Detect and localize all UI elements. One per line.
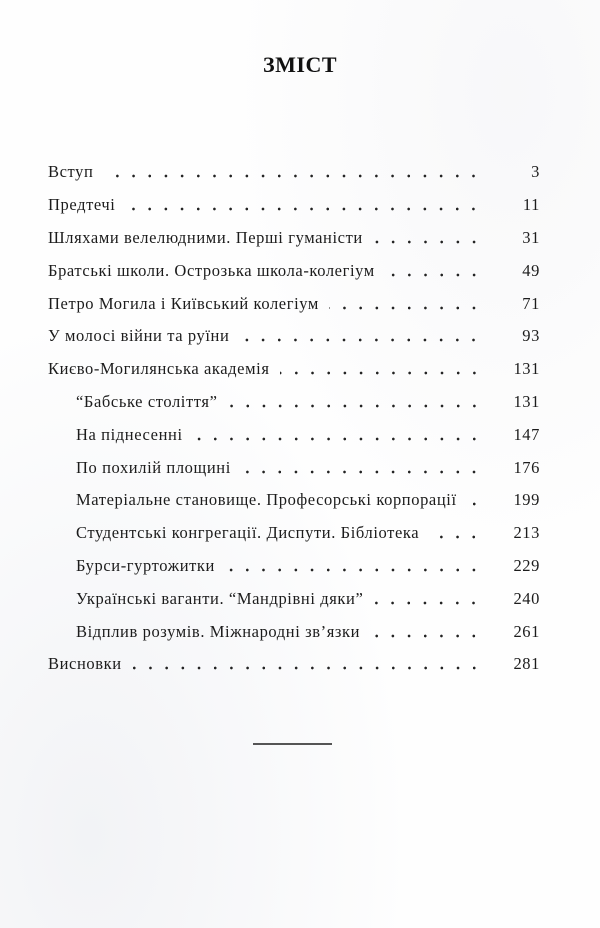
dot-leader <box>429 535 482 539</box>
toc-entry-page-number: 31 <box>522 227 540 247</box>
toc-subentry-brain-drain[interactable] <box>0 615 600 648</box>
toc-entry-war-and-ruin[interactable] <box>0 320 600 353</box>
dot-leader <box>467 502 482 506</box>
toc-subentry-on-the-rise[interactable] <box>0 418 600 451</box>
toc-entry-page-number: 261 <box>513 621 540 641</box>
toc-subentry-downward-slope[interactable] <box>0 451 600 484</box>
toc-entry-label: Предтечі <box>48 195 116 215</box>
toc-entry-label: Бурси-гуртожитки <box>76 555 215 575</box>
toc-entry-conclusions[interactable] <box>0 648 600 681</box>
toc-entry-label: Братські школи. Острозька школа-колегіум <box>48 260 375 280</box>
toc-entry-label: Відплив розумів. Міжнародні зв’язки <box>76 621 361 641</box>
toc-entry-first-humanists[interactable] <box>0 222 600 255</box>
toc-subentry-student-congregations[interactable] <box>0 517 600 550</box>
toc-entry-page-number: 93 <box>522 326 540 346</box>
toc-subentry-ukrainian-vagants[interactable] <box>0 582 600 615</box>
toc-entry-label: У молосі війни та руїни <box>48 326 230 346</box>
dot-leader <box>132 666 482 670</box>
dot-leader <box>280 371 482 375</box>
toc-entry-page-number: 213 <box>513 523 540 543</box>
toc-entry-kyiv-mohyla-academy[interactable] <box>0 353 600 386</box>
toc-entry-page-number: 131 <box>513 391 540 411</box>
table-of-contents <box>0 156 600 681</box>
toc-entry-page-number: 199 <box>513 490 540 510</box>
toc-entry-page-number: 49 <box>522 260 540 280</box>
toc-entry-label: Українські ваганти. “Мандрівні дяки” <box>76 588 364 608</box>
dot-leader <box>125 207 482 211</box>
dot-leader <box>373 240 482 244</box>
closing-rule <box>253 743 332 745</box>
toc-entry-label: Вступ <box>48 162 94 182</box>
toc-entry-introduction[interactable] <box>0 156 600 189</box>
toc-subentry-bursa-dormitories[interactable] <box>0 550 600 583</box>
toc-entry-label: Висновки <box>48 654 122 674</box>
toc-entry-label: Матеріальне становище. Професорські корпорації <box>76 490 457 510</box>
toc-entry-page-number: 147 <box>513 424 540 444</box>
toc-entry-predecessors[interactable] <box>0 189 600 222</box>
dot-leader <box>239 338 482 342</box>
toc-entry-page-number: 176 <box>513 457 540 477</box>
toc-entry-label: Києво-Могилянська академія <box>48 359 270 379</box>
dot-leader <box>370 634 482 638</box>
toc-entry-brotherhood-schools[interactable] <box>0 254 600 287</box>
toc-entry-label: Студентські конгрегації. Диспути. Бібліотека <box>76 523 420 543</box>
dot-leader <box>228 404 482 408</box>
toc-entry-petro-mohyla[interactable] <box>0 287 600 320</box>
toc-entry-label: “Бабське століття” <box>76 391 218 411</box>
page-title: ЗМІСТ <box>263 52 337 77</box>
dot-leader <box>329 306 482 310</box>
toc-subentry-material-conditions[interactable] <box>0 484 600 517</box>
toc-entry-page-number: 229 <box>513 555 540 575</box>
toc-entry-label: Шляхами велелюдними. Перші гуманісти <box>48 227 363 247</box>
dot-leader <box>373 601 482 605</box>
toc-entry-page-number: 11 <box>522 195 540 215</box>
dot-leader <box>241 470 482 474</box>
toc-entry-label: Петро Могила і Київський колегіум <box>48 293 319 313</box>
toc-entry-page-number: 281 <box>513 654 540 674</box>
dot-leader <box>225 568 482 572</box>
toc-entry-page-number: 131 <box>513 359 540 379</box>
toc-entry-page-number: 71 <box>522 293 540 313</box>
toc-entry-page-number: 3 <box>531 162 540 182</box>
dot-leader <box>193 437 482 441</box>
toc-entry-label: По похилій площині <box>76 457 231 477</box>
toc-entry-page-number: 240 <box>513 588 540 608</box>
dot-leader <box>385 273 482 277</box>
toc-entry-label: На піднесенні <box>76 424 183 444</box>
dot-leader <box>103 174 482 178</box>
toc-subentry-womens-century[interactable] <box>0 386 600 419</box>
